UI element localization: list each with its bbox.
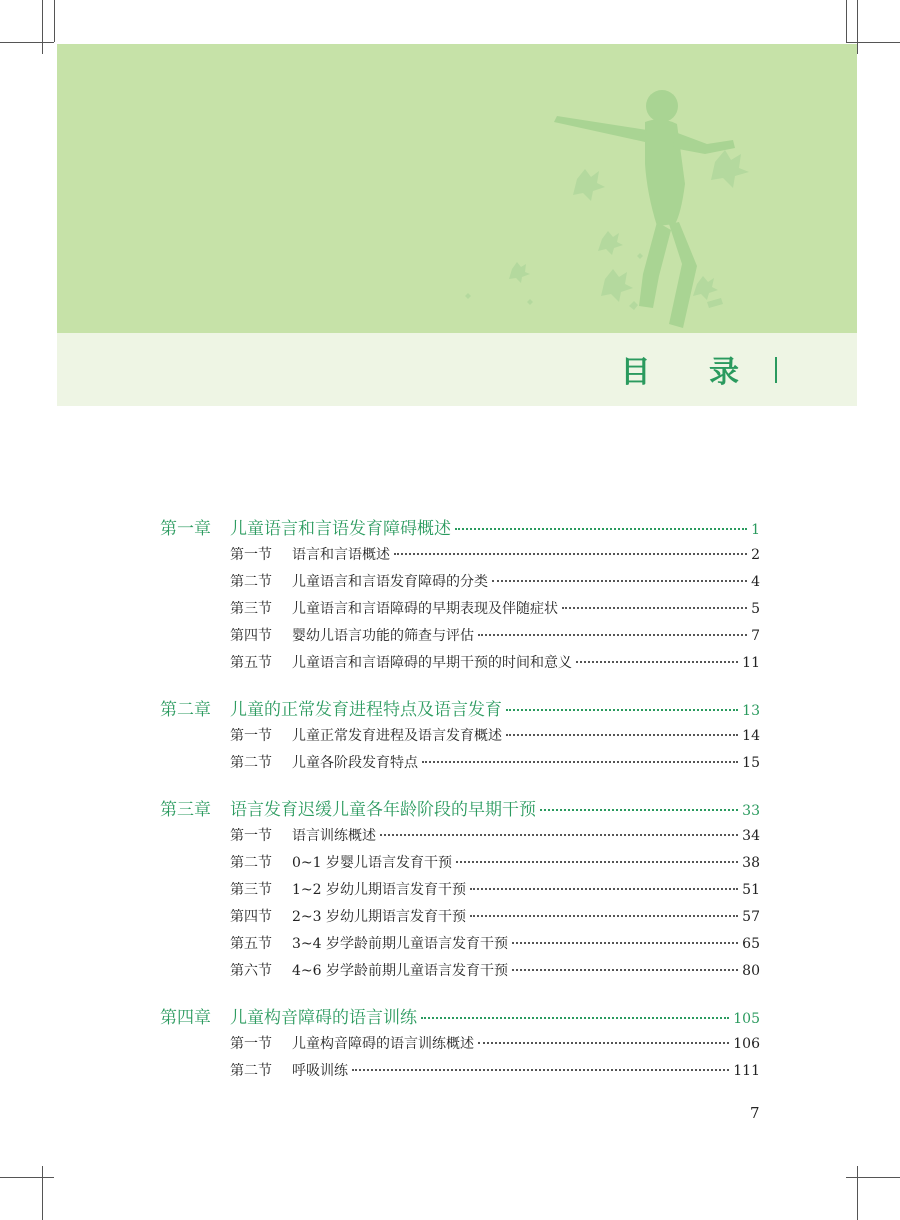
section-title: 3~4 岁学龄前期儿童语言发育干预 <box>292 936 508 952</box>
dot-leader <box>506 734 738 736</box>
crop-mark <box>42 1166 43 1220</box>
section-number: 第三节 <box>230 882 272 898</box>
chapter-title: 儿童的正常发育进程特点及语言发育 <box>230 700 502 720</box>
toc-section-entry[interactable] <box>160 933 760 960</box>
dot-leader <box>478 1042 729 1044</box>
crop-mark <box>0 42 54 43</box>
section-title: 儿童语言和言语障碍的早期表现及伴随症状 <box>292 601 558 617</box>
toc-section-entry[interactable] <box>160 906 760 933</box>
section-number: 第二节 <box>230 1063 272 1079</box>
section-title: 儿童语言和言语障碍的早期干预的时间和意义 <box>292 655 572 671</box>
section-title: 4~6 岁学龄前期儿童语言发育干预 <box>292 963 508 979</box>
chapter-page: 13 <box>742 703 760 719</box>
dot-leader <box>512 969 738 971</box>
section-page: 2 <box>751 547 760 563</box>
section-title: 儿童各阶段发育特点 <box>292 755 418 771</box>
dot-leader <box>352 1069 729 1071</box>
chapter-title: 语言发育迟缓儿童各年龄阶段的早期干预 <box>230 800 536 820</box>
toc-section-entry[interactable] <box>160 825 760 852</box>
section-page: 106 <box>733 1036 760 1052</box>
dot-leader <box>506 709 738 711</box>
dot-leader <box>394 553 747 555</box>
section-page: 4 <box>751 574 760 590</box>
section-page: 57 <box>742 909 760 925</box>
toc-chapter-entry[interactable] <box>160 514 760 544</box>
section-page: 7 <box>751 628 760 644</box>
header-banner <box>57 44 857 333</box>
crop-mark <box>857 0 858 54</box>
toc-section-entry[interactable] <box>160 652 760 679</box>
section-title: 语言训练概述 <box>292 828 376 844</box>
section-number: 第一节 <box>230 828 272 844</box>
dot-leader <box>562 607 747 609</box>
section-title: 呼吸训练 <box>292 1063 348 1079</box>
section-number: 第三节 <box>230 601 272 617</box>
crop-mark <box>846 42 900 43</box>
chapter-number: 第二章 <box>160 700 211 720</box>
toc-section-entry[interactable] <box>160 879 760 906</box>
dot-leader <box>456 861 738 863</box>
toc-section-entry[interactable] <box>160 598 760 625</box>
section-number: 第二节 <box>230 574 272 590</box>
toc-section-entry[interactable] <box>160 960 760 987</box>
dot-leader <box>512 942 738 944</box>
dot-leader <box>478 634 747 636</box>
dot-leader <box>470 888 738 890</box>
section-page: 5 <box>751 601 760 617</box>
section-page: 15 <box>742 755 760 771</box>
table-of-contents <box>160 514 760 1087</box>
crop-mark <box>0 1177 54 1178</box>
toc-section-entry[interactable] <box>160 752 760 779</box>
section-number: 第四节 <box>230 628 272 644</box>
toc-section-entry[interactable] <box>160 852 760 879</box>
section-number: 第二节 <box>230 855 272 871</box>
toc-chapter-entry[interactable] <box>160 1003 760 1033</box>
chapter-page: 33 <box>742 803 760 819</box>
section-number: 第一节 <box>230 1036 272 1052</box>
toc-section-entry[interactable] <box>160 1033 760 1060</box>
toc-section-entry[interactable] <box>160 544 760 571</box>
section-page: 11 <box>742 655 760 671</box>
toc-chapter-entry[interactable] <box>160 795 760 825</box>
section-page: 111 <box>733 1063 760 1079</box>
chapter-number: 第三章 <box>160 800 211 820</box>
dot-leader <box>492 580 747 582</box>
section-title: 语言和言语概述 <box>292 547 390 563</box>
title-accent-bar <box>775 357 777 383</box>
crop-mark <box>846 1177 900 1178</box>
chapter-page: 105 <box>733 1011 760 1027</box>
section-number: 第五节 <box>230 936 272 952</box>
section-number: 第四节 <box>230 909 272 925</box>
section-number: 第一节 <box>230 547 272 563</box>
section-title: 儿童语言和言语发育障碍的分类 <box>292 574 488 590</box>
section-number: 第六节 <box>230 963 272 979</box>
dot-leader <box>422 761 738 763</box>
dot-leader <box>455 528 747 530</box>
chapter-page: 1 <box>751 522 760 538</box>
section-number: 第五节 <box>230 655 272 671</box>
chapter-title: 儿童语言和言语发育障碍概述 <box>230 519 451 539</box>
dot-leader <box>540 809 738 811</box>
crop-mark <box>857 1166 858 1220</box>
title-band <box>57 333 857 406</box>
section-number: 第二节 <box>230 755 272 771</box>
chapter-number: 第一章 <box>160 519 211 539</box>
section-page: 38 <box>742 855 760 871</box>
crop-mark <box>846 0 847 42</box>
section-title: 1~2 岁幼儿期语言发育干预 <box>292 882 466 898</box>
section-title: 2~3 岁幼儿期语言发育干预 <box>292 909 466 925</box>
running-child-illustration <box>57 44 857 333</box>
toc-section-entry[interactable] <box>160 725 760 752</box>
dot-leader <box>421 1017 729 1019</box>
section-title: 儿童构音障碍的语言训练概述 <box>292 1036 474 1052</box>
toc-section-entry[interactable] <box>160 1060 760 1087</box>
section-page: 65 <box>742 936 760 952</box>
section-title: 儿童正常发育进程及语言发育概述 <box>292 728 502 744</box>
section-page: 51 <box>742 882 760 898</box>
crop-mark <box>42 0 43 54</box>
section-page: 14 <box>742 728 760 744</box>
dot-leader <box>380 834 738 836</box>
toc-chapter-entry[interactable] <box>160 695 760 725</box>
section-title: 婴幼儿语言功能的筛查与评估 <box>292 628 474 644</box>
dot-leader <box>470 915 738 917</box>
toc-section-entry[interactable] <box>160 625 760 652</box>
section-title: 0~1 岁婴儿语言发育干预 <box>292 855 452 871</box>
chapter-number: 第四章 <box>160 1008 211 1028</box>
section-number: 第一节 <box>230 728 272 744</box>
section-page: 34 <box>742 828 760 844</box>
page-number: 7 <box>750 1104 760 1122</box>
dot-leader <box>576 661 738 663</box>
crop-mark <box>54 0 55 42</box>
toc-section-entry[interactable] <box>160 571 760 598</box>
section-page: 80 <box>742 963 760 979</box>
chapter-title: 儿童构音障碍的语言训练 <box>230 1008 417 1028</box>
page-title: 目 录 <box>620 355 763 390</box>
